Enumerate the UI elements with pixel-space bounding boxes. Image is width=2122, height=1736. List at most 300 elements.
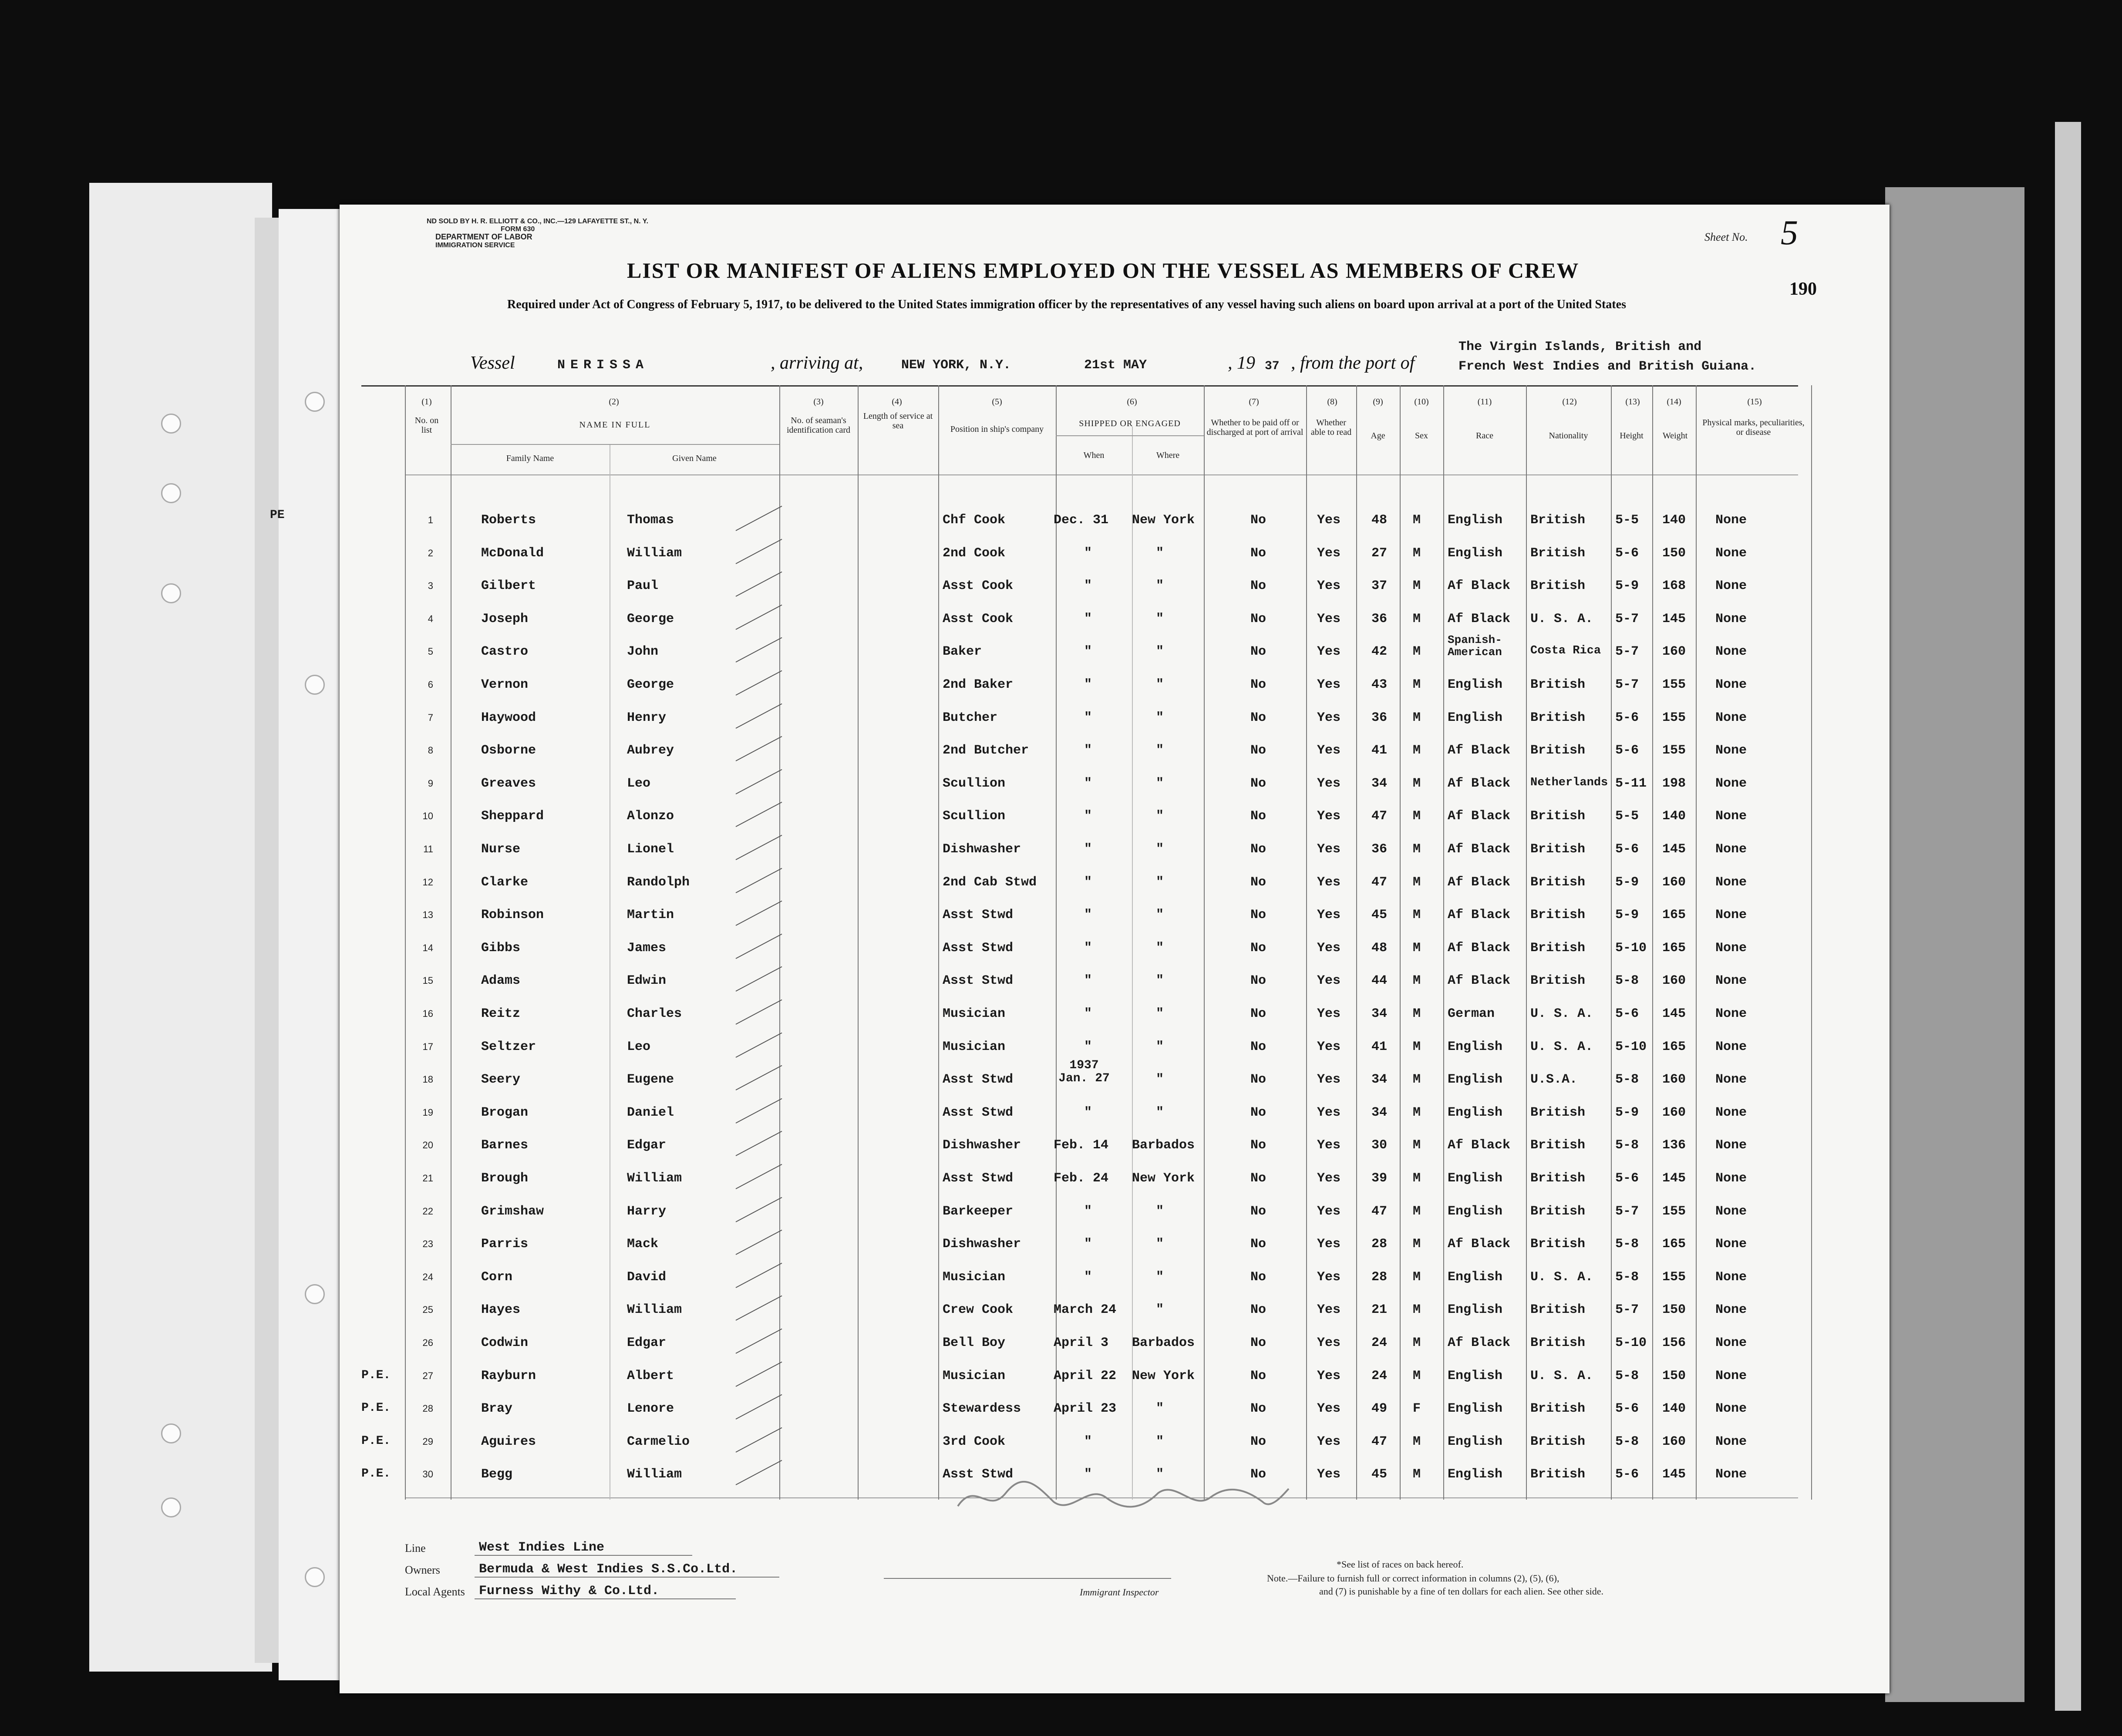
row-number: 24 (422, 1271, 433, 1282)
row-number: 27 (422, 1370, 433, 1381)
age-cell: 30 (1371, 1138, 1388, 1153)
sex-cell: M (1413, 809, 1421, 824)
height-cell: 5-7 (1615, 611, 1639, 626)
when-cell: " (1084, 1269, 1092, 1285)
paid-off-cell: No (1250, 677, 1266, 692)
row-number: 26 (422, 1337, 433, 1348)
weight-cell: 145 (1662, 1171, 1686, 1186)
footer-rule (475, 1555, 692, 1556)
weight-cell: 140 (1662, 809, 1686, 824)
sex-cell: M (1413, 611, 1421, 626)
position-cell: Chf Cook (943, 513, 1006, 528)
physical-marks-cell: None (1715, 1171, 1747, 1186)
row-number: 5 (428, 646, 433, 657)
weight-cell: 198 (1662, 776, 1686, 791)
arriving-label: , arriving at, (771, 353, 863, 373)
row-number: 19 (422, 1107, 433, 1118)
sex-cell: M (1413, 973, 1421, 989)
able-read-cell: Yes (1317, 1171, 1341, 1186)
where-cell: " (1156, 545, 1164, 561)
paid-off-cell: No (1250, 973, 1266, 989)
page-title: LIST OR MANIFEST OF ALIENS EMPLOYED ON THE VESSEL AS MEMBERS OF CREW (627, 258, 1580, 283)
able-read-cell: Yes (1317, 1204, 1341, 1219)
age-cell: 28 (1371, 1269, 1388, 1285)
row-number: 2 (428, 547, 433, 558)
row-number: 23 (422, 1238, 433, 1250)
race-cell: Af Black (1448, 611, 1511, 626)
col-rule (938, 385, 939, 1500)
able-read-cell: Yes (1317, 776, 1341, 791)
nationality-cell: British (1530, 973, 1586, 989)
sex-cell: M (1413, 1039, 1421, 1054)
physical-marks-cell: None (1715, 1401, 1747, 1416)
margin-annotation: P.E. (361, 1368, 391, 1382)
when-cell: " (1084, 710, 1092, 725)
position-cell: Stewardess (943, 1401, 1021, 1416)
row-number: 10 (422, 811, 433, 822)
position-cell: Butcher (943, 710, 998, 725)
able-read-cell: Yes (1317, 513, 1341, 528)
paid-off-cell: No (1250, 1204, 1266, 1219)
column-number: (15) (1747, 397, 1762, 407)
margin-annotation: PE (270, 508, 285, 522)
when-cell: " (1084, 1434, 1092, 1449)
position-cell: Scullion (943, 776, 1006, 791)
weight-cell: 145 (1662, 842, 1686, 857)
age-cell: 44 (1371, 973, 1388, 989)
able-read-cell: Yes (1317, 677, 1341, 692)
where-cell: " (1156, 710, 1164, 725)
paid-off-cell: No (1250, 579, 1266, 594)
family-name-cell: Aguires (481, 1434, 536, 1449)
height-cell: 5-7 (1615, 677, 1639, 692)
when-cell: " (1084, 545, 1092, 561)
row-number: 29 (422, 1436, 433, 1447)
race-cell: English (1448, 1204, 1503, 1219)
height-cell: 5-6 (1615, 545, 1639, 561)
given-name-cell: Edgar (627, 1138, 667, 1153)
height-cell: 5-6 (1615, 1467, 1639, 1482)
footer-rule (475, 1577, 779, 1578)
family-name-cell: Barnes (481, 1138, 529, 1153)
col-rule (779, 385, 780, 1500)
height-cell: 5-9 (1615, 908, 1639, 923)
sex-cell: M (1413, 940, 1421, 955)
sex-cell: M (1413, 1171, 1421, 1186)
row-number: 11 (423, 844, 433, 855)
family-name-cell: Gibbs (481, 940, 521, 955)
family-name-cell: Osborne (481, 743, 536, 758)
where-cell: " (1156, 1072, 1164, 1087)
given-name-cell: James (627, 940, 667, 955)
arrival-date: 21st MAY (1084, 358, 1147, 373)
nationality-cell: U. S. A. (1530, 1006, 1593, 1021)
age-cell: 43 (1371, 677, 1388, 692)
position-cell: Musician (943, 1269, 1006, 1285)
age-cell: 41 (1371, 743, 1388, 758)
column-number: (8) (1327, 397, 1337, 407)
height-cell: 5-5 (1615, 513, 1639, 528)
able-read-cell: Yes (1317, 579, 1341, 594)
age-cell: 47 (1371, 875, 1388, 890)
paid-off-cell: No (1250, 1401, 1266, 1416)
when-cell: " (1084, 1237, 1092, 1252)
height-cell: 5-9 (1615, 875, 1639, 890)
where-cell: " (1156, 1204, 1164, 1219)
given-name-cell: Edgar (627, 1336, 667, 1350)
col-rule (1611, 385, 1612, 1500)
header-nationality: Nationality (1549, 431, 1588, 441)
where-cell: " (1156, 1039, 1164, 1054)
family-name-cell: Grimshaw (481, 1204, 544, 1219)
race-cell: Af Black (1448, 1336, 1511, 1350)
family-name-cell: Haywood (481, 710, 536, 725)
height-cell: 5-6 (1615, 842, 1639, 857)
sex-cell: M (1413, 1368, 1421, 1383)
age-cell: 24 (1371, 1336, 1388, 1350)
given-name-cell: Lenore (627, 1401, 674, 1416)
when-cell: Dec. 31 (1054, 513, 1109, 528)
sex-cell: M (1413, 875, 1421, 890)
height-cell: 5-8 (1615, 1072, 1639, 1087)
header-physical: Physical marks, peculiarities, or disease (1702, 418, 1805, 437)
paid-off-cell: No (1250, 1467, 1266, 1482)
when-cell: " (1084, 1467, 1092, 1482)
row-number: 3 (428, 580, 433, 592)
background-page-left-edge (255, 218, 281, 1663)
physical-marks-cell: None (1715, 1204, 1747, 1219)
position-cell: Asst Stwd (943, 1467, 1014, 1482)
column-number: (4) (892, 397, 902, 407)
sex-cell: M (1413, 1302, 1421, 1318)
physical-marks-cell: None (1715, 1237, 1747, 1252)
weight-cell: 160 (1662, 644, 1686, 659)
sex-cell: M (1413, 842, 1421, 857)
sex-cell: M (1413, 1336, 1421, 1350)
footer-line-label: Line (405, 1542, 426, 1554)
position-cell: Baker (943, 644, 982, 659)
weight-cell: 150 (1662, 545, 1686, 561)
family-name-cell: Robinson (481, 908, 544, 923)
where-cell: Barbados (1132, 1138, 1195, 1153)
race-cell: English (1448, 1105, 1503, 1120)
physical-marks-cell: None (1715, 1302, 1747, 1318)
where-cell: " (1156, 842, 1164, 857)
age-cell: 47 (1371, 809, 1388, 824)
race-cell: English (1448, 677, 1503, 692)
page-subtitle: Required under Act of Congress of February 5, 1917, to be delivered to the United States immigration officer by the representatives of any vessel having such aliens on board upon arrival at a port of the United States (507, 298, 1626, 311)
inspector-signature (949, 1471, 1297, 1524)
row-number: 9 (428, 777, 433, 789)
physical-marks-cell: None (1715, 677, 1747, 692)
when-cell: " (1084, 611, 1092, 626)
sex-cell: M (1413, 1006, 1421, 1021)
given-name-cell: Mack (627, 1237, 659, 1252)
age-cell: 34 (1371, 1006, 1388, 1021)
row-number: 18 (422, 1074, 433, 1085)
family-name-cell: Vernon (481, 677, 529, 692)
nationality-cell: British (1530, 743, 1586, 758)
race-cell: Af Black (1448, 875, 1511, 890)
when-cell: " (1084, 1204, 1092, 1219)
weight-cell: 160 (1662, 875, 1686, 890)
able-read-cell: Yes (1317, 1401, 1341, 1416)
from-port-2: French West Indies and British Guiana. (1458, 359, 1757, 374)
row-number: 20 (422, 1140, 433, 1151)
position-cell: Asst Stwd (943, 1105, 1014, 1120)
where-cell: " (1156, 776, 1164, 791)
given-name-cell: Carmelio (627, 1434, 690, 1449)
nationality-cell: British (1530, 677, 1586, 692)
weight-cell: 136 (1662, 1138, 1686, 1153)
race-cell: Af Black (1448, 743, 1511, 758)
position-cell: Asst Cook (943, 611, 1014, 626)
background-page-right (1885, 187, 2024, 1702)
race-cell: English (1448, 1072, 1503, 1087)
paid-off-cell: No (1250, 545, 1266, 561)
race-cell: English (1448, 1401, 1503, 1416)
nationality-cell: British (1530, 1204, 1586, 1219)
family-name-cell: Clarke (481, 875, 529, 890)
table-top-rule (361, 385, 1798, 387)
race-cell: Af Black (1448, 908, 1511, 923)
position-cell: Bell Boy (943, 1336, 1006, 1350)
header-length-service: Length of service at sea (863, 411, 933, 431)
col-rule (1356, 385, 1357, 1500)
weight-cell: 156 (1662, 1336, 1686, 1350)
when-cell: " (1084, 743, 1092, 758)
weight-cell: 155 (1662, 743, 1686, 758)
height-cell: 5-7 (1615, 1204, 1639, 1219)
footer-owners-label: Owners (405, 1564, 440, 1576)
header-weight: Weight (1662, 431, 1688, 441)
when-cell: April 22 (1054, 1368, 1117, 1383)
paid-off-cell: No (1250, 1336, 1266, 1350)
physical-marks-cell: None (1715, 1105, 1747, 1120)
physical-marks-cell: None (1715, 644, 1747, 659)
able-read-cell: Yes (1317, 1467, 1341, 1482)
penalty-note-1: Note.—Failure to furnish full or correct information in columns (2), (5), (6), (1267, 1573, 1560, 1584)
age-cell: 28 (1371, 1237, 1388, 1252)
where-cell: " (1156, 1434, 1164, 1449)
family-name-cell: Reitz (481, 1006, 521, 1021)
sex-cell: M (1413, 776, 1421, 791)
weight-cell: 160 (1662, 1105, 1686, 1120)
sex-cell: M (1413, 545, 1421, 561)
sex-cell: M (1413, 579, 1421, 594)
col-rule (1652, 385, 1653, 1500)
paid-off-cell: No (1250, 1006, 1266, 1021)
where-cell: Barbados (1132, 1336, 1195, 1350)
family-name-cell: Hayes (481, 1302, 521, 1318)
family-name-cell: Bray (481, 1401, 513, 1416)
sex-cell: M (1413, 1237, 1421, 1252)
when-cell: " (1084, 1039, 1092, 1054)
where-cell: " (1156, 908, 1164, 923)
given-name-cell: Alonzo (627, 809, 674, 824)
col-rule (858, 385, 859, 1500)
weight-cell: 160 (1662, 1434, 1686, 1449)
given-name-cell: William (627, 1302, 682, 1318)
column-number: (2) (609, 397, 619, 407)
when-cell: " (1084, 973, 1092, 989)
height-cell: 5-10 (1615, 1039, 1647, 1054)
binder-hole (305, 675, 325, 695)
from-port-1: The Virgin Islands, British and (1458, 340, 1702, 354)
family-name-cell: McDonald (481, 545, 544, 561)
paid-off-cell: No (1250, 875, 1266, 890)
vessel-label: Vessel (470, 353, 515, 373)
weight-cell: 160 (1662, 1072, 1686, 1087)
given-name-cell: Leo (627, 776, 651, 791)
row-number: 17 (422, 1041, 433, 1052)
where-cell: " (1156, 1401, 1164, 1416)
position-cell: Barkeeper (943, 1204, 1014, 1219)
height-cell: 5-8 (1615, 1237, 1639, 1252)
age-cell: 41 (1371, 1039, 1388, 1054)
binder-hole (161, 483, 181, 503)
able-read-cell: Yes (1317, 940, 1341, 955)
race-cell: English (1448, 1269, 1503, 1285)
age-cell: 21 (1371, 1302, 1388, 1318)
able-read-cell: Yes (1317, 875, 1341, 890)
physical-marks-cell: None (1715, 1368, 1747, 1383)
able-read-cell: Yes (1317, 644, 1341, 659)
weight-cell: 165 (1662, 940, 1686, 955)
physical-marks-cell: None (1715, 545, 1747, 561)
able-read-cell: Yes (1317, 545, 1341, 561)
weight-cell: 160 (1662, 973, 1686, 989)
height-cell: 5-8 (1615, 1269, 1639, 1285)
column-number: (11) (1477, 397, 1492, 407)
row-number: 1 (428, 515, 433, 525)
race-cell: Af Black (1448, 1237, 1511, 1252)
year-suffix: 37 (1265, 360, 1280, 373)
paid-off-cell: No (1250, 710, 1266, 725)
family-name-cell: Parris (481, 1237, 529, 1252)
header-given-name: Given Name (672, 454, 717, 463)
family-name-cell: Joseph (481, 611, 529, 626)
position-cell: Musician (943, 1006, 1006, 1021)
column-number: (3) (813, 397, 824, 407)
where-cell: " (1156, 809, 1164, 824)
row-number: 22 (422, 1205, 433, 1217)
footer-line-value: West Indies Line (479, 1540, 605, 1555)
given-name-cell: Randolph (627, 875, 690, 890)
when-cell: " (1084, 644, 1092, 659)
sex-cell: M (1413, 513, 1421, 528)
row-number: 15 (422, 975, 433, 986)
able-read-cell: Yes (1317, 1336, 1341, 1350)
footer-agents-label: Local Agents (405, 1585, 465, 1598)
paid-off-cell: No (1250, 1368, 1266, 1383)
sheet-label: Sheet No. (1704, 231, 1748, 243)
age-cell: 42 (1371, 644, 1388, 659)
column-number: (1) (421, 397, 432, 407)
nationality-cell: British (1530, 1138, 1586, 1153)
family-name-cell: Corn (481, 1269, 513, 1285)
where-cell: " (1156, 611, 1164, 626)
position-cell: Musician (943, 1368, 1006, 1383)
nationality-cell: British (1530, 1336, 1586, 1350)
age-cell: 36 (1371, 842, 1388, 857)
physical-marks-cell: None (1715, 940, 1747, 955)
race-cell: English (1448, 710, 1503, 725)
nationality-cell: Costa Rica (1530, 644, 1601, 658)
sex-cell: F (1413, 1401, 1421, 1416)
where-cell: New York (1132, 1368, 1195, 1383)
height-cell: 5-8 (1615, 1368, 1639, 1383)
row-number: 30 (422, 1469, 433, 1480)
header-shipped: SHIPPED OR ENGAGED (1079, 419, 1181, 428)
given-name-cell: Lionel (627, 842, 674, 857)
paid-off-cell: No (1250, 1072, 1266, 1087)
physical-marks-cell: None (1715, 1006, 1747, 1021)
given-name-cell: Paul (627, 579, 659, 594)
nationality-cell: British (1530, 1434, 1586, 1449)
sex-cell: M (1413, 1269, 1421, 1285)
position-cell: Asst Stwd (943, 1171, 1014, 1186)
nationality-cell: British (1530, 809, 1586, 824)
background-page-left-2 (279, 209, 340, 1680)
weight-cell: 140 (1662, 1401, 1686, 1416)
age-cell: 48 (1371, 940, 1388, 955)
weight-cell: 168 (1662, 579, 1686, 594)
race-cell: English (1448, 1171, 1503, 1186)
department-label: DEPARTMENT OF LABOR (435, 232, 532, 241)
paid-off-cell: No (1250, 513, 1266, 528)
where-cell: " (1156, 579, 1164, 594)
nationality-cell: British (1530, 545, 1586, 561)
row-number: 25 (422, 1304, 433, 1315)
header-when: When (1083, 451, 1105, 460)
weight-cell: 155 (1662, 677, 1686, 692)
able-read-cell: Yes (1317, 743, 1341, 758)
header-bottom-rule (405, 474, 1798, 475)
family-name-cell: Castro (481, 644, 529, 659)
able-read-cell: Yes (1317, 1269, 1341, 1285)
binder-hole (305, 1567, 325, 1587)
physical-marks-cell: None (1715, 842, 1747, 857)
paid-off-cell: No (1250, 644, 1266, 659)
where-cell: " (1156, 973, 1164, 989)
binder-hole (161, 1423, 181, 1443)
binder-hole (161, 583, 181, 603)
position-cell: Asst Stwd (943, 973, 1014, 989)
nationality-cell: Netherlands (1530, 776, 1608, 789)
physical-marks-cell: None (1715, 579, 1747, 594)
nationality-cell: British (1530, 1467, 1586, 1482)
family-name-cell: Greaves (481, 776, 536, 791)
sex-cell: M (1413, 644, 1421, 659)
race-cell: German (1448, 1006, 1495, 1021)
nationality-cell: British (1530, 1401, 1586, 1416)
race-cell: English (1448, 1434, 1503, 1449)
header-race: Race (1476, 431, 1493, 441)
age-cell: 47 (1371, 1434, 1388, 1449)
col-rule (1443, 385, 1444, 1500)
height-cell: 5-6 (1615, 1171, 1639, 1186)
margin-annotation: P.E. (361, 1467, 391, 1481)
header-family-name: Family Name (506, 454, 554, 463)
form-number: FORM 630 (501, 225, 535, 233)
weight-cell: 155 (1662, 1269, 1686, 1285)
when-cell: Feb. 14 (1054, 1138, 1109, 1153)
paid-off-cell: No (1250, 1138, 1266, 1153)
able-read-cell: Yes (1317, 1072, 1341, 1087)
when-cell: " (1084, 776, 1092, 791)
sex-cell: M (1413, 1204, 1421, 1219)
